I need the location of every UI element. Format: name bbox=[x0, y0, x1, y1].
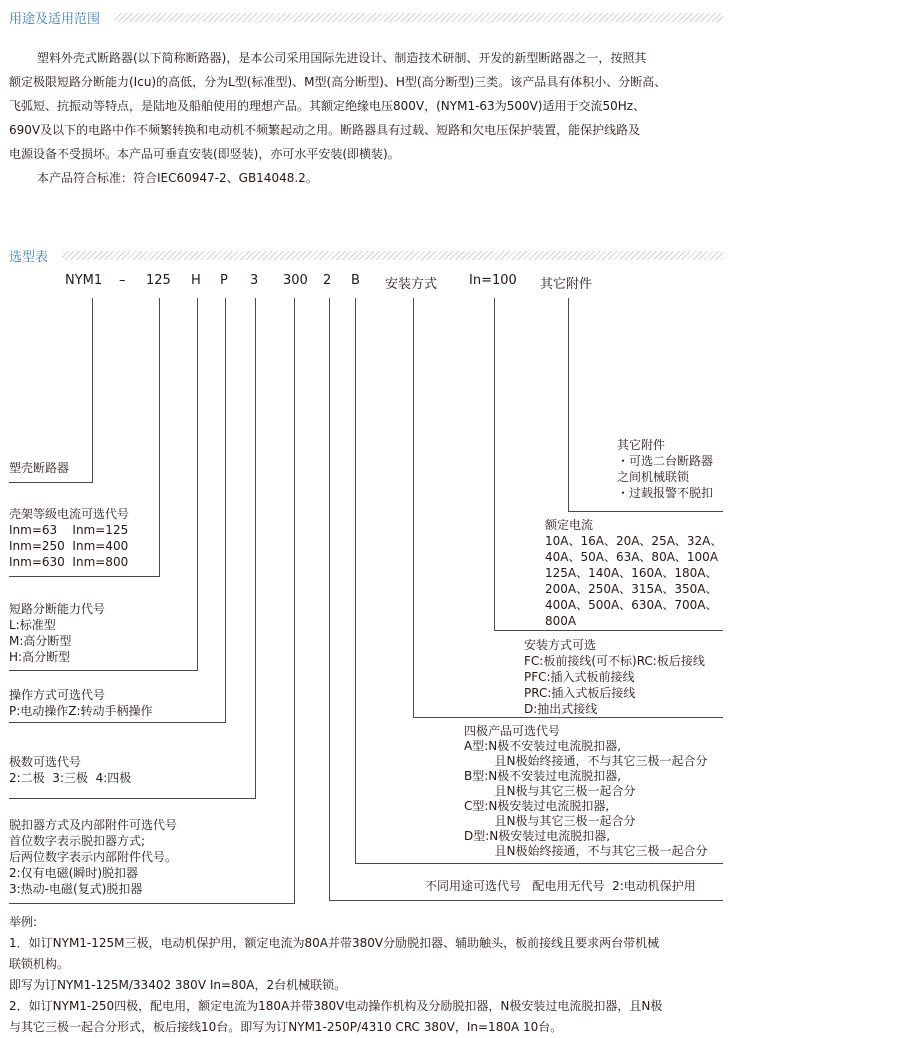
block-line: 800A bbox=[545, 614, 577, 628]
code-four-pole: B bbox=[351, 273, 360, 288]
block-line: PRC:插入式板后接线 bbox=[524, 686, 636, 700]
block-line: 首位数字表示脱扣器方式; bbox=[9, 834, 146, 848]
usage-paragraph bbox=[9, 46, 666, 190]
connector-line bbox=[329, 298, 330, 901]
block-heading: 操作方式可选代号 bbox=[9, 688, 106, 702]
block-line: 塑壳断路器 bbox=[9, 461, 70, 475]
block-line: Inm=250 Inm=400 bbox=[9, 539, 129, 553]
usage-section-title: 用途及适用范围 bbox=[9, 12, 101, 27]
block-line: Inm=630 Inm=800 bbox=[9, 555, 129, 569]
purpose-block: 不同用途可选代号 配电用无代号 2:电动机保护用 bbox=[425, 879, 696, 893]
connector-line bbox=[197, 298, 198, 670]
code-operation: P bbox=[220, 273, 228, 288]
block-line: 10A、16A、20A、25A、32A、 bbox=[545, 534, 723, 548]
examples-title: 举例: bbox=[9, 915, 38, 929]
block-line: Inm=63 Inm=125 bbox=[9, 523, 129, 537]
block-heading: 短路分断能力代号 bbox=[9, 602, 106, 616]
block-line: ・过载报警不脱扣 bbox=[617, 486, 714, 500]
connector-line bbox=[568, 298, 569, 512]
block-line: P:电动操作Z:转动手柄操作 bbox=[9, 704, 153, 718]
block-line: M:高分断型 bbox=[9, 634, 72, 648]
block-line: D型:N极安装过电流脱扣器, bbox=[464, 829, 611, 843]
connector-line bbox=[9, 798, 256, 799]
block-line: 且N极与其它三极一起合分 bbox=[464, 814, 636, 828]
block-line: D:抽出式接线 bbox=[524, 702, 598, 716]
block-line: C型:N极安装过电流脱扣器, bbox=[464, 799, 610, 813]
code-release: 300 bbox=[283, 273, 308, 288]
block-line: B型:N极不安装过电流脱扣器, bbox=[464, 769, 622, 783]
examples bbox=[9, 912, 662, 1038]
example-line: 联锁机构。 bbox=[9, 957, 70, 971]
code-install: 安装方式 bbox=[385, 277, 438, 292]
connector-line bbox=[355, 298, 356, 864]
connector-line bbox=[413, 298, 414, 718]
connector-line bbox=[329, 900, 723, 901]
connector-line bbox=[159, 298, 160, 576]
connector-line bbox=[255, 298, 256, 798]
block-line: 3:热动-电磁(复式)脱扣器 bbox=[9, 882, 143, 896]
connector-line bbox=[9, 903, 295, 904]
connector-line bbox=[568, 511, 723, 512]
block-heading: 壳架等级电流可选代号 bbox=[9, 507, 130, 521]
block-line: 后两位数字表示内部附件代号。 bbox=[9, 850, 178, 864]
block-line: 且N极与其它三极一起合分 bbox=[464, 784, 636, 798]
block-line: ・可选二台断路器 bbox=[617, 454, 714, 468]
block-heading: 安装方式可选 bbox=[524, 638, 597, 652]
block-line: L:标准型 bbox=[9, 618, 56, 632]
block-line: 200A、250A、315A、350A、 bbox=[545, 582, 718, 596]
block-heading: 额定电流 bbox=[545, 518, 594, 532]
rated-current-block bbox=[545, 517, 722, 629]
example-line: 2．如订NYM1-250四极，配电用，额定电流为180A并带380V电动操作机构及分励脱扣器，N极安装过电流脱扣器，且N极 bbox=[9, 999, 663, 1013]
code-breaking: H bbox=[191, 273, 201, 288]
block-line: PFC:插入式板前接线 bbox=[524, 670, 635, 684]
frame-current-block bbox=[9, 506, 129, 570]
block-line: 2:仅有电磁(瞬时)脱扣器 bbox=[9, 866, 139, 880]
standard-line: 本产品符合标准：符合IEC60947-2、GB14048.2。 bbox=[37, 171, 318, 185]
operation-block bbox=[9, 687, 153, 719]
block-line: 40A、50A、63A、80A、100A bbox=[545, 550, 719, 564]
title-divider bbox=[62, 251, 723, 260]
frame-block bbox=[9, 460, 69, 476]
connector-line bbox=[9, 482, 93, 483]
example-line: 与其它三极一起合分形式，板后接线10台。即写为订NYM1-250P/4310 CRC 380V，In=180A 10台。 bbox=[9, 1020, 563, 1034]
connector-line bbox=[355, 863, 723, 864]
title-divider bbox=[115, 13, 723, 22]
block-line: 之间机械联锁 bbox=[617, 470, 690, 484]
breaking-capacity-block bbox=[9, 601, 105, 665]
four-pole-block bbox=[464, 724, 708, 859]
paragraph-line: 塑料外壳式断路器(以下简称断路器)，是本公司采用国际先进设计、制造技术研制、开发的新型断路器之一，按照其 bbox=[37, 51, 647, 65]
code-purpose: 2 bbox=[323, 273, 332, 288]
block-line: 且N极始终接通，不与其它三极一起合分 bbox=[464, 754, 708, 768]
block-heading: 其它附件 bbox=[617, 438, 666, 452]
code-accessories: 其它附件 bbox=[540, 277, 593, 292]
release-block bbox=[9, 817, 177, 897]
install-block bbox=[524, 637, 705, 717]
paragraph-line: 电源设备不受损坏。本产品可垂直安装(即竖装)，亦可水平安装(即横装)。 bbox=[9, 147, 400, 161]
block-line: 125A、140A、160A、180A、 bbox=[545, 566, 718, 580]
poles-block bbox=[9, 754, 131, 786]
block-line: 且N极始终接通，不与其它三极一起合分 bbox=[464, 844, 708, 858]
block-heading: 极数可选代号 bbox=[9, 755, 82, 769]
block-heading: 脱扣器方式及内部附件可选代号 bbox=[9, 818, 178, 832]
code-frame-current: 125 bbox=[146, 273, 171, 288]
block-line: H:高分断型 bbox=[9, 650, 71, 664]
connector-line bbox=[294, 298, 295, 903]
paragraph-line: 飞弧短、抗振动等特点，是陆地及船舶使用的理想产品。其额定绝缘电压800V，(NYM1-63为500V)适用于交流50Hz、 bbox=[9, 99, 646, 113]
accessories-block bbox=[617, 437, 723, 501]
block-line: 400A、500A、630A、700A、 bbox=[545, 598, 718, 612]
connector-line bbox=[92, 298, 93, 482]
block-heading: 四极产品可选代号 bbox=[464, 724, 561, 738]
connector-line bbox=[225, 298, 226, 722]
code-dash: – bbox=[119, 273, 126, 288]
code-rated-current: In=100 bbox=[469, 273, 517, 288]
connector-line bbox=[9, 670, 198, 671]
block-line: A型:N极不安装过电流脱扣器, bbox=[464, 739, 622, 753]
example-line: 1．如订NYM1-125M三极，电动机保护用，额定电流为80A并带380V分励脱扣器、辅助触头，板前接线且要求两台带机械 bbox=[9, 936, 660, 950]
paragraph-line: 690V及以下的电路中作不频繁转换和电动机不频繁起动之用。断路器具有过载、短路和欠电压保护装置，能保护线路及 bbox=[9, 123, 641, 137]
paragraph-line: 额定极限短路分断能力(Icu)的高低，分为L型(标准型)、M型(高分断型)、H型(高分断型)三类。该产品具有体积小、分断高、 bbox=[9, 75, 667, 89]
connector-line bbox=[494, 298, 495, 631]
connector-line bbox=[9, 576, 160, 577]
example-line: 即写为订NYM1-125M/33402 380V In=80A，2台机械联锁。 bbox=[9, 978, 347, 992]
connector-line bbox=[413, 717, 723, 718]
code-poles: 3 bbox=[250, 273, 259, 288]
code-series: NYM1 bbox=[65, 273, 103, 288]
selection-section-title: 选型表 bbox=[9, 250, 49, 265]
block-line: FC:板前接线(可不标)RC:板后接线 bbox=[524, 654, 705, 668]
connector-line bbox=[9, 722, 226, 723]
block-line: 2:二极 3:三极 4:四极 bbox=[9, 771, 132, 785]
connector-line bbox=[494, 630, 723, 631]
